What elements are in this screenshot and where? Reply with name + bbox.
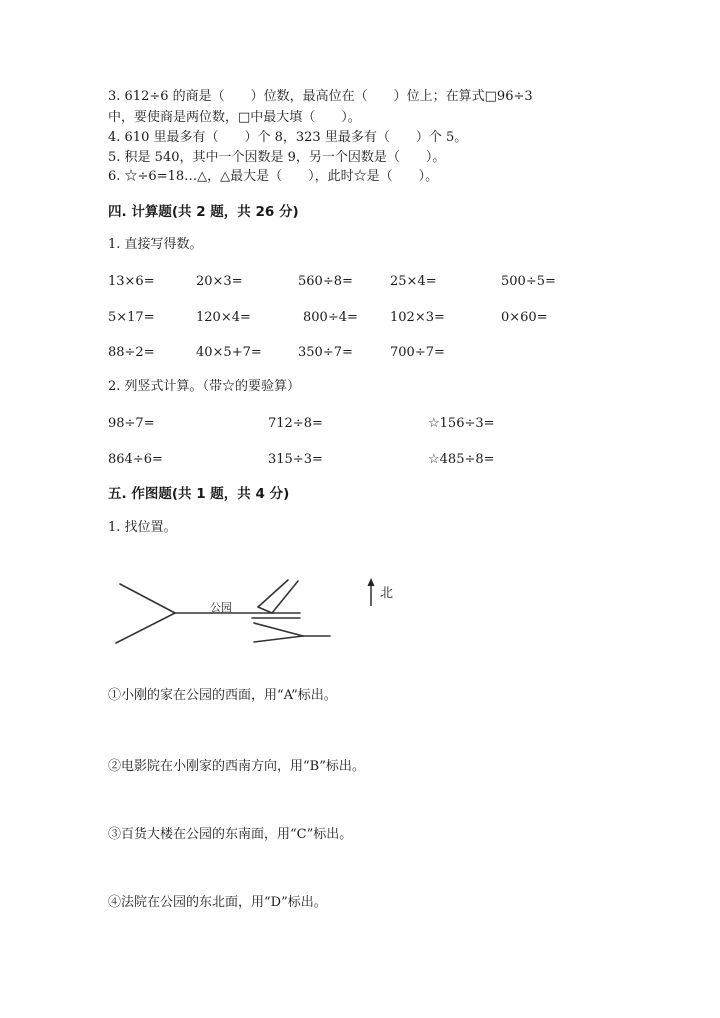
question-5: 5. 积是 540，其中一个因数是 9，另一个因数是（ ）。 (108, 150, 446, 165)
vertical-calc-item: 712÷8= (268, 416, 323, 431)
calc-item: 350÷7= (298, 345, 353, 360)
calc-item: 500÷5= (501, 274, 556, 289)
question-3-line-2: 中，要使商是两位数，□中最大填（ ）。 (108, 110, 361, 125)
draw-task-b: ②电影院在小刚家的西南方向，用“B”标出。 (108, 759, 365, 774)
vertical-calc-item: ☆156÷3= (428, 416, 495, 431)
calc-item: 800÷4= (303, 310, 358, 325)
calc-item: 560÷8= (298, 274, 353, 289)
calc-item: 25×4= (390, 274, 437, 289)
vertical-calc-item: ☆485÷8= (428, 452, 495, 467)
draw-q1-title: 1. 找位置。 (108, 520, 177, 535)
vertical-calc-item: 864÷6= (108, 452, 163, 467)
draw-task-d: ④法院在公园的东北面，用“D”标出。 (108, 895, 327, 910)
draw-task-a: ①小刚的家在公园的西面，用“A”标出。 (108, 688, 337, 703)
draw-task-c: ③百货大楼在公园的东南面，用“C”标出。 (108, 827, 353, 842)
street-map-diagram (100, 568, 420, 658)
section-5-title: 五. 作图题(共 1 题，共 4 分) (108, 486, 290, 502)
calc-item: 40×5+7= (196, 345, 262, 360)
question-4: 4. 610 里最多有（ ）个 8，323 里最多有（ ）个 5。 (108, 130, 468, 145)
road-line (116, 613, 175, 643)
calc-item: 0×60= (501, 310, 548, 325)
calc-q2-title: 2. 列竖式计算。（带☆的要验算） (108, 379, 301, 394)
road-line (120, 584, 175, 613)
road-line (254, 623, 303, 636)
question-6: 6. ☆÷6=18…△，△最大是（ ），此时☆是（ ）。 (108, 169, 439, 184)
road-line (258, 607, 272, 613)
question-3-line-1: 3. 612÷6 的商是（ ）位数，最高位在（ ）位上；在算式□96÷3 (108, 89, 533, 104)
calc-item: 13×6= (108, 274, 155, 289)
calc-item: 700÷7= (390, 345, 445, 360)
north-arrow-icon (368, 578, 375, 606)
calc-item: 120×4= (196, 310, 251, 325)
park-label: 公园 (210, 601, 232, 614)
north-label: 北 (380, 586, 394, 601)
road-line (272, 581, 298, 613)
vertical-calc-item: 315÷3= (268, 452, 323, 467)
calc-item: 20×3= (196, 274, 243, 289)
road-line (258, 580, 288, 607)
section-4-title: 四. 计算题(共 2 题，共 26 分) (108, 204, 299, 220)
calc-item: 102×3= (390, 310, 445, 325)
calc-item: 88÷2= (108, 345, 155, 360)
calc-item: 5×17= (108, 310, 155, 325)
road-line (254, 636, 303, 642)
calc-q1-title: 1. 直接写得数。 (108, 237, 203, 252)
vertical-calc-item: 98÷7= (108, 416, 155, 431)
